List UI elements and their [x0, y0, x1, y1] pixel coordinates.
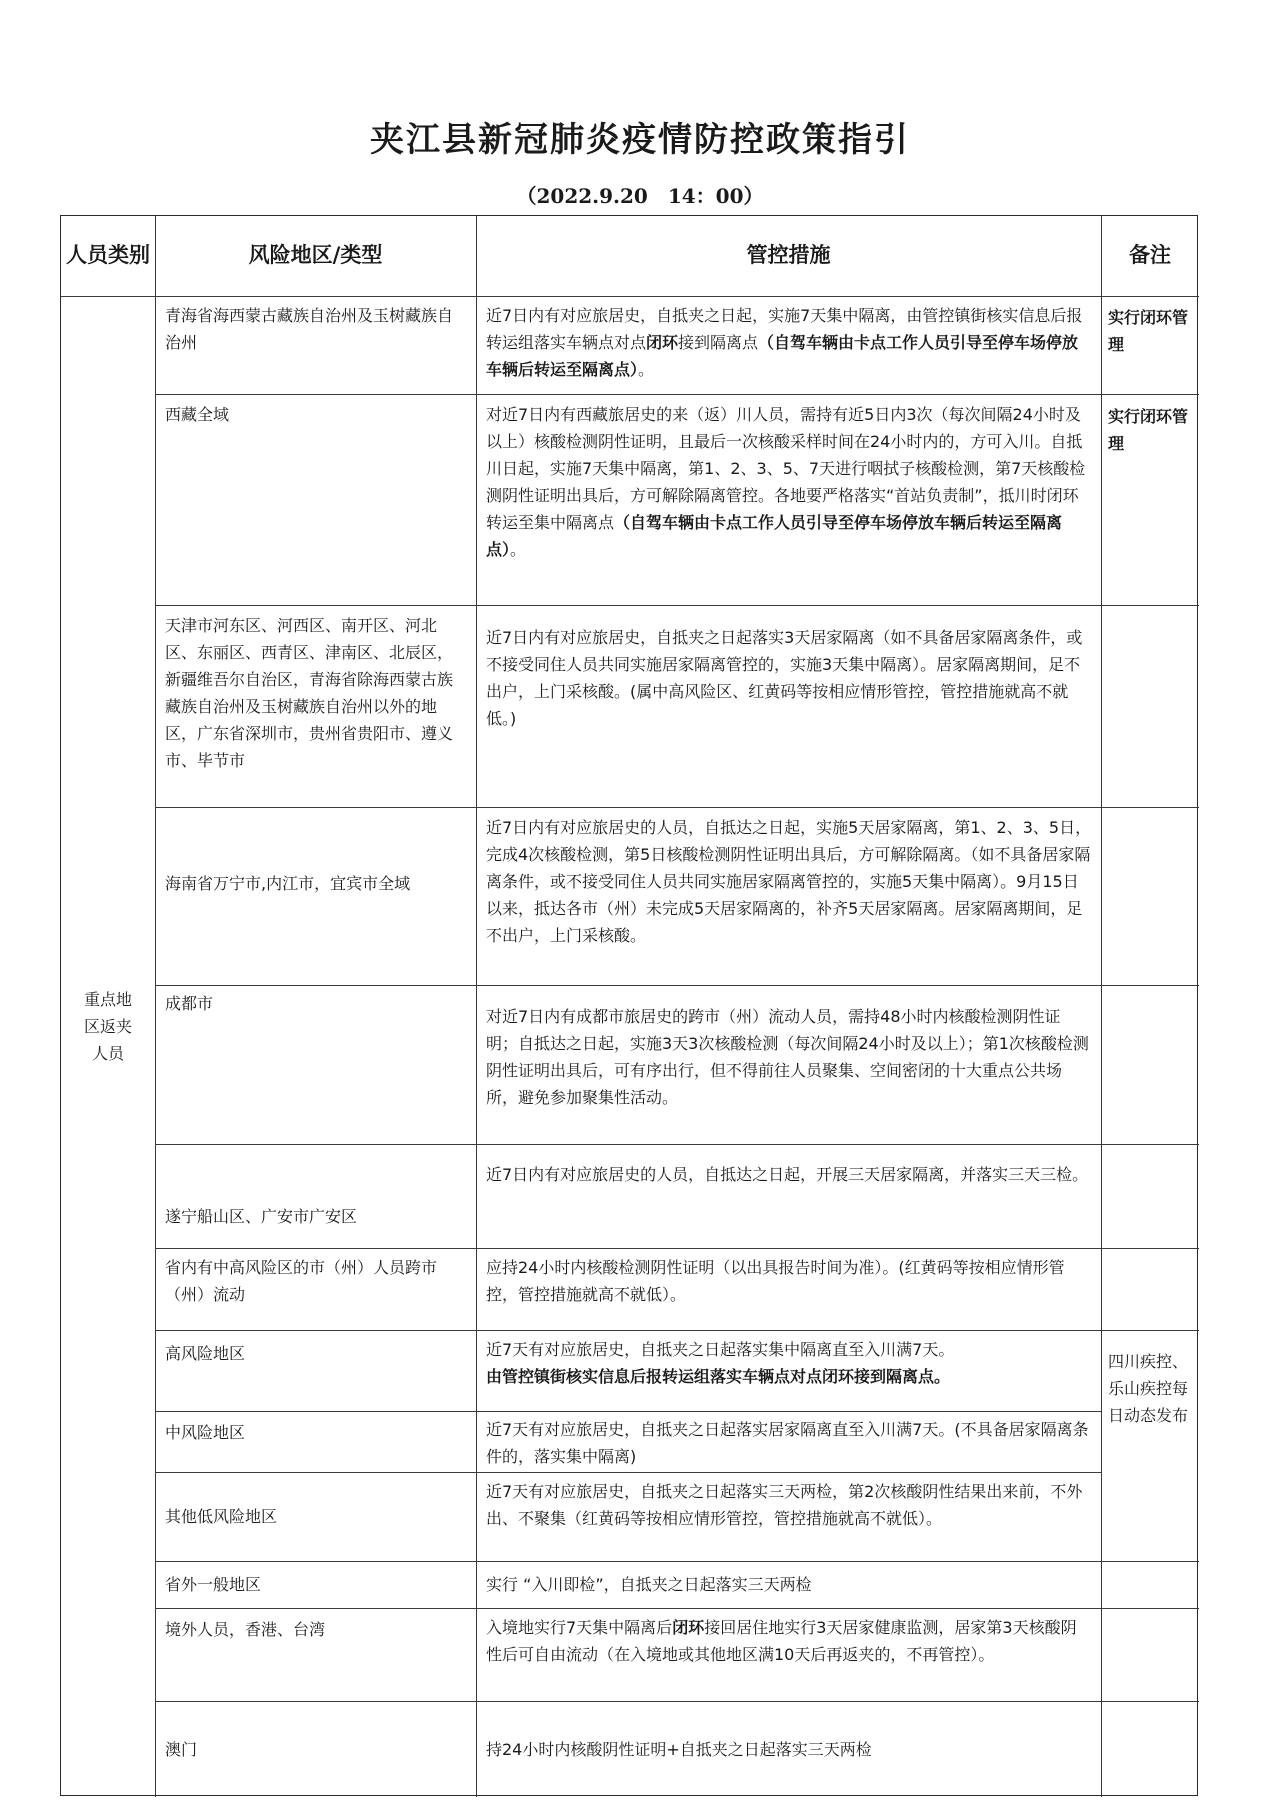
table-row-measures: 近7日内有对应旅居史，自抵夹之日起落实3天居家隔离（如不具备居家隔离条件，或不接受同住人员共同实施居家隔离管控的，实施3天集中隔离）。居家隔离期间，足不出户，上门采核酸。(属中高风险区、红黄码等按相应情形管控，管控措施就高不就低。) [486, 628, 1083, 728]
measures-text: 近7日内有对应旅居史，自抵夹之日起，实施7天集中隔离，由管控镇街核实信息后报转运组落实车辆点对点 [486, 306, 1083, 352]
policy-table [60, 215, 1198, 1796]
table-divider [155, 1608, 1199, 1609]
document-date: （2022.9.20 14：00） [516, 184, 764, 208]
table-divider [155, 1248, 1199, 1249]
header-region-label: 风险地区/类型 [248, 243, 383, 268]
table-row-region: 高风险地区 [165, 1344, 246, 1363]
table-row-measures: 对近7日内有成都市旅居史的跨市（州）流动人员，需持48小时内核酸检测阴性证明；自抵达之日起，实施3天3次核酸检测（每次间隔24小时及以上）；第1次核酸检测阴性证明出具后，可有序出行，但不得前往人员聚集、空间密闭的十大重点公共场所，避免参加聚集性活动。 [486, 1007, 1089, 1107]
measures-bold-text: 闭环 [672, 1618, 705, 1637]
table-row-measures: 实行 “入川即检”，自抵夹之日起落实三天两检 [486, 1575, 812, 1594]
table-row-note: 实行闭环管理 [1108, 407, 1189, 453]
table-row-region: 海南省万宁市,内江市，宜宾市全域 [165, 874, 411, 893]
measures-text: 接到隔离点 [678, 333, 759, 352]
table-row-measures: 持24小时内核酸阴性证明+自抵夹之日起落实三天两检 [486, 1740, 872, 1759]
table-row-measures: 近7日内有对应旅居史的人员，自抵达之日起，开展三天居家隔离，并落实三天三检。 [486, 1165, 1089, 1184]
table-divider [155, 985, 1199, 986]
measures-text: 对近7日内有西藏旅居史的来（返）川人员，需持有近5日内3次（每次间隔24小时及以上）核酸检测阴性证明，且最后一次核酸采样时间在24小时内的，方可入川。自抵川日起，实施7天集中隔离，第1、2、3、5、7天进行咽拭子核酸检测，第7天核酸检测阴性证明出具后，方可解除隔离管控。各地要严格落实“首站负责制”，抵川时闭环转运至集中隔离点 [486, 405, 1086, 532]
table-divider [155, 1561, 1199, 1562]
measures-text: 。 [510, 540, 527, 559]
table-divider [61, 296, 1199, 297]
table-row-region: 成都市 [165, 994, 214, 1013]
table-row-region: 天津市河东区、河西区、南开区、河北区、东丽区、西青区、津南区、北辰区，新疆维吾尔自治区，青海省除海西蒙古族藏族自治州及玉树藏族自治州以外的地区，广东省深圳市，贵州省贵阳市、遵义市、毕节市 [165, 616, 454, 770]
measures-bold-text: （自驾车辆由卡点工作人员引导至停车场停放车辆后转运至隔离点） [486, 333, 1079, 379]
table-row-measures [486, 401, 1092, 563]
table-row-region: 省内有中高风险区的市（州）人员跨市（州）流动 [165, 1258, 438, 1304]
header-region [155, 216, 476, 296]
group-note: 四川疾控、乐山疾控每日动态发布 [1108, 1352, 1189, 1425]
table-row-measures [486, 1336, 1092, 1390]
table-row-region: 境外人员，香港、台湾 [165, 1620, 326, 1639]
measures-text: 。 [638, 360, 655, 379]
table-row-measures [486, 302, 1092, 383]
table-row-measures: 近7天有对应旅居史，自抵夹之日起落实居家隔离直至入川满7天。(不具备居家隔离条件的，落实集中隔离) [486, 1420, 1089, 1466]
table-row-region: 澳门 [165, 1740, 198, 1759]
table-divider [155, 1472, 1101, 1473]
table-divider [155, 605, 1199, 606]
table-divider [155, 1701, 1199, 1702]
header-measures [476, 216, 1101, 296]
measures-bold-text: （自驾车辆由卡点工作人员引导至停车场停放车辆后转运至隔离点） [486, 513, 1063, 559]
table-row-region: 遂宁船山区、广安市广安区 [165, 1207, 358, 1226]
table-divider [155, 1330, 1199, 1331]
measures-bold-text: 由管控镇街核实信息后报转运组落实车辆点对点闭环接到隔离点。 [486, 1367, 951, 1386]
table-row-measures: 近7天有对应旅居史，自抵夹之日起落实三天两检，第2次核酸阴性结果出来前，不外出、不聚集（红黄码等按相应情形管控，管控措施就高不就低）。 [486, 1482, 1083, 1528]
table-divider [1101, 216, 1102, 1797]
table-divider [155, 394, 1199, 395]
category-label: 重点地区返夹人员 [83, 990, 132, 1063]
table-row-measures: 应持24小时内核酸检测阴性证明（以出具报告时间为准）。(红黄码等按相应情形管控，管控措施就高不就低）。 [486, 1258, 1065, 1304]
table-row-note: 实行闭环管理 [1108, 308, 1189, 354]
table-row-region: 西藏全域 [165, 405, 230, 424]
measures-text: 近7天有对应旅居史，自抵夹之日起落实集中隔离直至入川满7天。 [486, 1340, 955, 1359]
table-row-measures: 近7日内有对应旅居史的人员，自抵达之日起，实施5天居家隔离，第1、2、3、5日，完成4次核酸检测，第5日核酸检测阴性证明出具后，方可解除隔离。（如不具备居家隔离条件，或不接受同住人员共同实施居家隔离管控的，实施5天集中隔离）。9月15日以来，抵达各市（州）未完成5天居家隔离的，补齐5天居家隔离。居家隔离期间，足不出户，上门采核酸。 [486, 818, 1092, 945]
document-title: 夹江县新冠肺炎疫情防控政策指引 [370, 120, 910, 160]
table-divider [155, 1411, 1101, 1412]
table-row-region: 其他低风险地区 [165, 1507, 278, 1526]
header-notes [1101, 216, 1199, 296]
measures-text: 接回居住地实行3天居家健康监测，居家第3天核酸阴性后可自由流动（在入境地或其他地区满10天后再返夹的，不再管控）。 [486, 1618, 1077, 1664]
table-row-region: 省外一般地区 [165, 1575, 262, 1594]
table-row-region: 中风险地区 [165, 1423, 246, 1442]
header-category-label: 人员类别 [66, 243, 150, 268]
header-notes-label: 备注 [1129, 243, 1171, 268]
category-cell [61, 296, 155, 1797]
header-category [65, 216, 151, 296]
measures-text: 入境地实行7天集中隔离后 [486, 1618, 673, 1637]
table-divider [155, 807, 1199, 808]
table-divider [155, 1144, 1199, 1145]
table-divider [476, 216, 477, 1797]
measures-bold-text: 闭环 [646, 333, 679, 352]
table-row-measures [486, 1614, 1092, 1668]
header-measures-label: 管控措施 [746, 243, 831, 268]
table-divider [155, 216, 156, 1797]
table-row-region: 青海省海西蒙古藏族自治州及玉树藏族自治州 [165, 306, 454, 352]
